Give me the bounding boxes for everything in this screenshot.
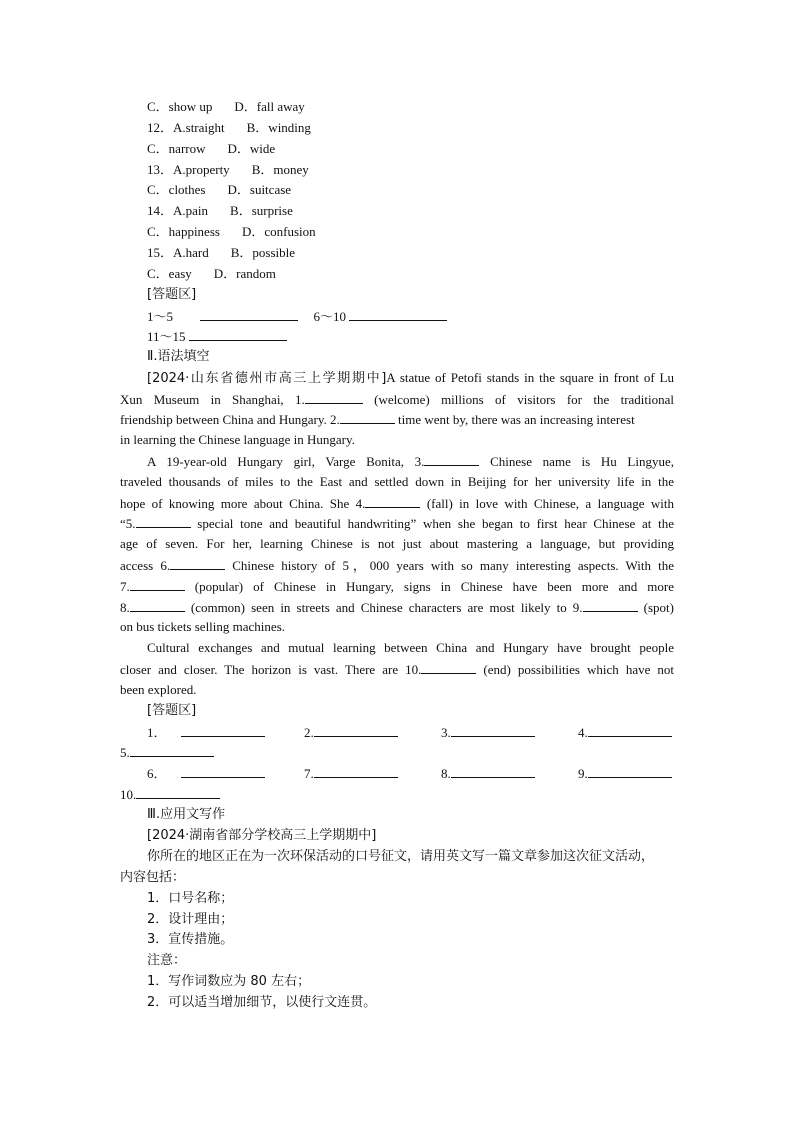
answer-slot-4: 4.	[578, 724, 672, 741]
prompt-line: 内容包括：	[120, 870, 186, 885]
answer-blank[interactable]	[588, 724, 672, 737]
blank-4[interactable]	[365, 495, 420, 508]
option-row: C．narrow D．wide	[147, 141, 276, 156]
answer-blank[interactable]	[451, 724, 535, 737]
blank-9[interactable]	[583, 599, 638, 612]
passage-line: been explored.	[120, 682, 197, 697]
answer-slot-9: 9.	[578, 765, 672, 782]
blank-10[interactable]	[421, 661, 476, 674]
blank-1[interactable]	[305, 391, 363, 404]
blank-3[interactable]	[424, 453, 479, 466]
answer-blank[interactable]	[451, 765, 535, 778]
answer-area-label: [答题区]	[147, 703, 197, 718]
passage-line: 7. (popular) of Chinese in Hungary, signs in Chinese have been more and more	[120, 579, 674, 594]
prompt-item: 2．设计理由；	[147, 912, 234, 927]
passage-line: [2024·山东省德州市高三上学期期中]A statue of Petofi stands in the square in front of Lu	[147, 370, 674, 386]
passage-line: Xun Museum in Shanghai, 1. (welcome) millions of visitors for the traditional	[120, 392, 675, 407]
passage-line: on bus tickets selling machines.	[120, 619, 286, 634]
passage-line: A 19-year-old Hungary girl, Varge Bonita, 3. Chinese name is Hu Lingyue,	[147, 454, 675, 469]
answer-blank[interactable]	[200, 308, 298, 321]
answer-area-label: [答题区]	[147, 287, 197, 302]
answer-blank[interactable]	[314, 724, 398, 737]
answer-slot-6: 6．	[147, 765, 265, 782]
answer-slot-1: 1．	[147, 724, 265, 741]
answer-slot-2: 2.	[304, 724, 398, 741]
option-row: C．clothes D．suitcase	[147, 182, 292, 197]
passage-line: “5. special tone and beautiful handwriting” when she began to first hear Chinese at the	[120, 516, 675, 531]
option-row: 15．A.hard B．possible	[147, 245, 296, 260]
passage-line: Cultural exchanges and mutual learning between China and Hungary have brought people	[147, 640, 674, 655]
option-row: 12．A.straight B．winding	[147, 120, 311, 135]
answer-blank[interactable]	[130, 744, 214, 757]
blank-6[interactable]	[170, 557, 225, 570]
blank-2[interactable]	[340, 411, 395, 424]
option-row: C．show up D．fall away	[147, 99, 305, 114]
prompt-item: 1．口号名称；	[147, 891, 234, 906]
answer-blank[interactable]	[181, 724, 265, 737]
section-title: Ⅱ.语法填空	[147, 349, 210, 364]
option-row: C．easy D．random	[147, 266, 276, 281]
passage-line: traveled thousands of miles to the East and settled down in Beijing for her university life in the	[120, 474, 674, 489]
answer-row: 11～15	[147, 328, 287, 345]
option-row: 14．A.pain B．surprise	[147, 203, 293, 218]
note-item: 1．写作词数应为 80 左右；	[147, 974, 311, 989]
section-title: Ⅲ.应用文写作	[147, 807, 226, 822]
passage-line: hope of knowing more about China. She 4. (fall) in love with Chinese, a language with	[120, 496, 675, 511]
answer-slot-5: 5.	[120, 744, 214, 761]
answer-blank[interactable]	[588, 765, 672, 778]
answer-slot-8: 8.	[441, 765, 535, 782]
answer-blank[interactable]	[349, 308, 447, 321]
option-row: C．happiness D．confusion	[147, 224, 316, 239]
blank-7[interactable]	[130, 578, 185, 591]
passage-line: access 6. Chinese history of 5，000 years with so many interesting aspects. With the	[120, 558, 675, 573]
note-item: 2．可以适当增加细节，以使行文连贯。	[147, 995, 377, 1010]
answer-slot-7: 7.	[304, 765, 398, 782]
answer-blank[interactable]	[189, 328, 287, 341]
answer-blank[interactable]	[181, 765, 265, 778]
passage-line: age of seven. For her, learning Chinese is not just about mastering a language, but providing	[120, 536, 674, 551]
passage-line: closer and closer. The horizon is vast. There are 10. (end) possibilities which have not	[120, 662, 675, 677]
answer-slot-3: 3.	[441, 724, 535, 741]
section-source: [2024·湖南省部分学校高三上学期期中]	[147, 828, 377, 843]
note-label: 注意：	[147, 953, 187, 968]
prompt-line: 你所在的地区正在为一次环保活动的口号征文，请用英文写一篇文章参加这次征文活动，	[147, 849, 655, 864]
passage-line: friendship between China and Hungary. 2. time went by, there was an increasing interest	[120, 412, 635, 427]
option-row: 13．A.property B．money	[147, 162, 309, 177]
passage-line: 8. (common) seen in streets and Chinese characters are most likely to 9. (spot)	[120, 600, 674, 615]
blank-5[interactable]	[136, 515, 191, 528]
answer-slot-10: 10.	[120, 786, 220, 803]
answer-blank[interactable]	[314, 765, 398, 778]
answer-blank[interactable]	[136, 786, 220, 799]
answer-row: 1～5 6～10	[147, 308, 447, 325]
passage-line: in learning the Chinese language in Hungary.	[120, 432, 355, 447]
prompt-item: 3．宣传措施。	[147, 932, 234, 947]
blank-8[interactable]	[130, 599, 185, 612]
